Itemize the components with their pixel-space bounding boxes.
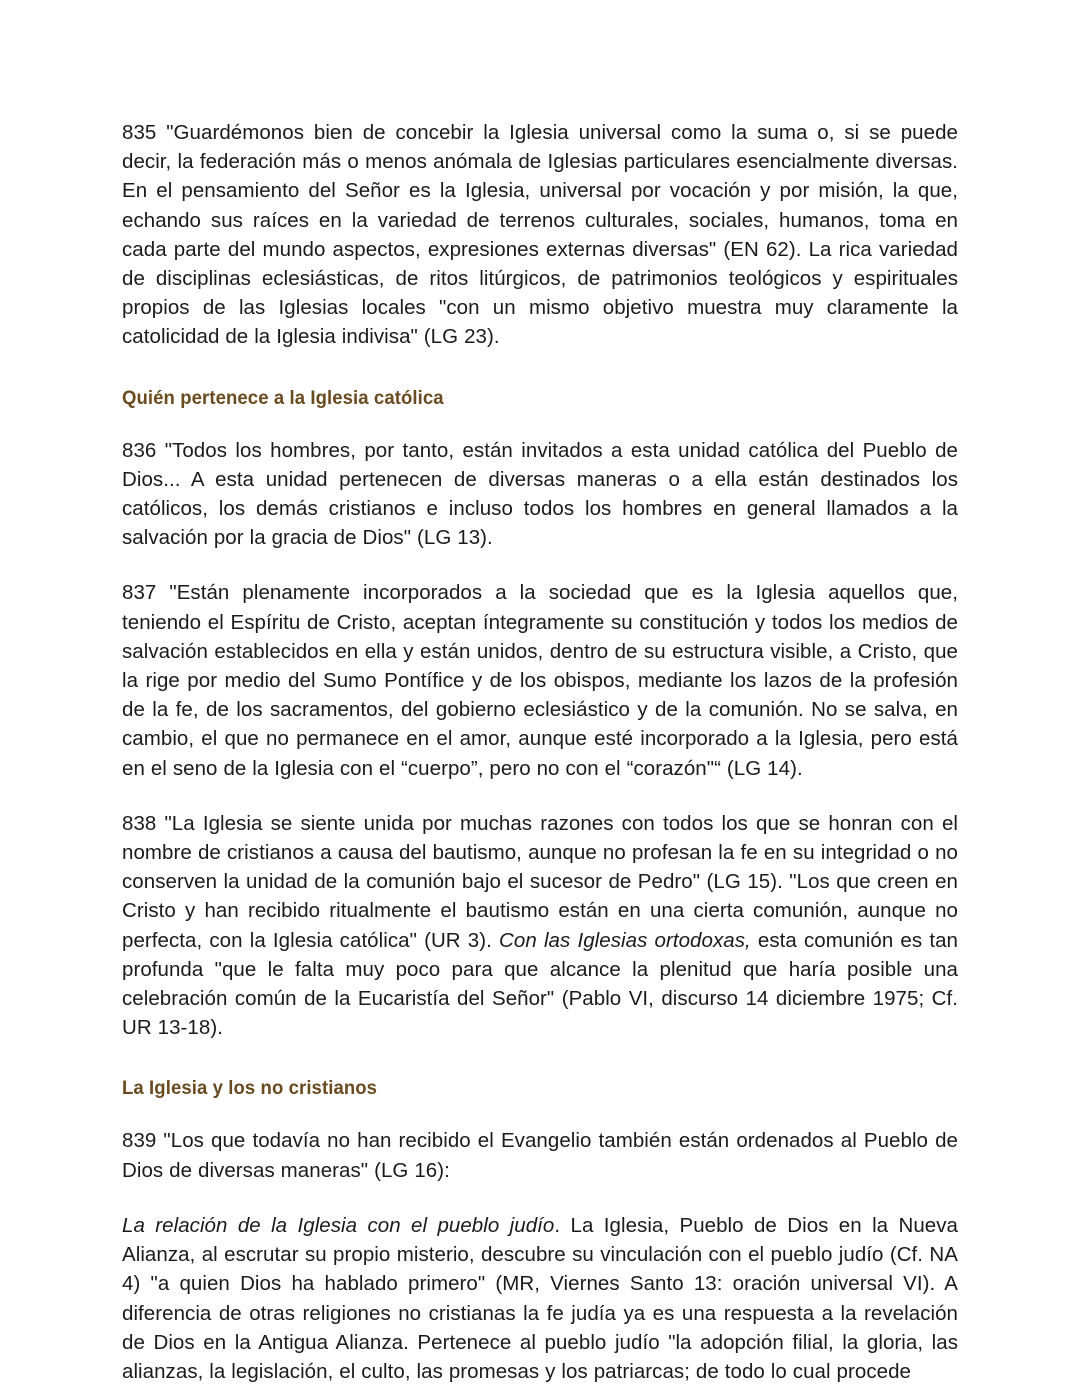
paragraph: 835 "Guardémonos bien de concebir la Iglesia universal como la suma o, si se puede decir, la federación más o menos anómala de Iglesias particulares esencialmente diversas. En el pensamiento del Señor es la Iglesia, universal por vocación y por misión, la que, echando sus raíces en la variedad de terrenos culturales, sociales, humanos, toma en cada parte del mundo aspectos, expresiones externas diversas" (EN 62). La rica variedad de disciplinas eclesiásticas, de ritos litúrgicos, de patrimonios teológicos y espirituales propios de las Iglesias locales "con un mismo objetivo muestra muy claramente la catolicidad de la Iglesia indivisa" (LG 23). xyxy=(122,121,958,349)
body-text: 838 "La Iglesia se siente unida por muchas razones con todos los que se honran con el nombre de cristianos a causa del bautismo, aunque no profesan la fe en su integridad o no conserven la unidad de la comunión bajo el sucesor de Pedro" (LG 15). "Los que creen en Cristo y han recibido ritualmente el bautismo están en una cierta comunión, aunque no perfecta, con la Iglesia católica" (UR 3). xyxy=(122,811,958,952)
emphasis-text: La relación de la Iglesia con el pueblo judío xyxy=(122,1213,555,1237)
section-heading: La Iglesia y los no cristianos xyxy=(122,1077,378,1100)
paragraph: 837 "Están plenamente incorporados a la sociedad que es la Iglesia aquellos que, teniendo el Espíritu de Cristo, aceptan íntegramente su constitución y todos los medios de salvación establecidos en ella y están unidos, dentro de su estructura visible, a Cristo, que la rige por medio del Sumo Pontífice y de los obispos, mediante los lazos de la profesión de la fe, de los sacramentos, del gobierno eclesiástico y de la comunión. No se salva, en cambio, el que no permanece en el amor, aunque esté incorporado a la Iglesia, pero está en el seno de la Iglesia con el “cuerpo”, pero no con el “corazón"“ (LG 14). xyxy=(122,581,958,780)
section-heading: Quién pertenece a la Iglesia católica xyxy=(122,386,444,409)
document-body xyxy=(122,118,958,1386)
emphasis-text: Con las Iglesias ortodoxas, xyxy=(499,928,751,952)
paragraph xyxy=(122,1211,958,1386)
paragraph: 839 "Los que todavía no han recibido el Evangelio también están ordenados al Pueblo de Dios de diversas maneras" (LG 16): xyxy=(122,1129,958,1182)
body-text: esta comunión es tan profunda "que le falta muy poco para que alcance la plenitud que haría posible una celebración común de la Eucaristía del Señor" (Pablo VI, discurso 14 diciembre 1975; Cf. UR 13-18). xyxy=(122,928,958,1040)
paragraph: 836 "Todos los hombres, por tanto, están invitados a esta unidad católica del Pueblo de Dios... A esta unidad pertenecen de diversas maneras o a ella están destinados los católicos, los demás cristianos e incluso todos los hombres en general llamados a la salvación por la gracia de Dios" (LG 13). xyxy=(122,438,958,550)
paragraph xyxy=(122,809,958,1043)
body-text: . La Iglesia, Pueblo de Dios en la Nueva Alianza, al escrutar su propio misterio, descubre su vinculación con el pueblo judío (Cf. NA 4) "a quien Dios ha hablado primero" (MR, Viernes Santo 13: oración universal VI). A diferencia de otras religiones no cristianas la fe judía ya es una respuesta a la revelación de Dios en la Antigua Alianza. Pertenece al pueblo judío "la adopción filial, la gloria, las alianzas, la legislación, el culto, las promesas y los patriarcas; de todo lo cual procede xyxy=(122,1213,959,1383)
